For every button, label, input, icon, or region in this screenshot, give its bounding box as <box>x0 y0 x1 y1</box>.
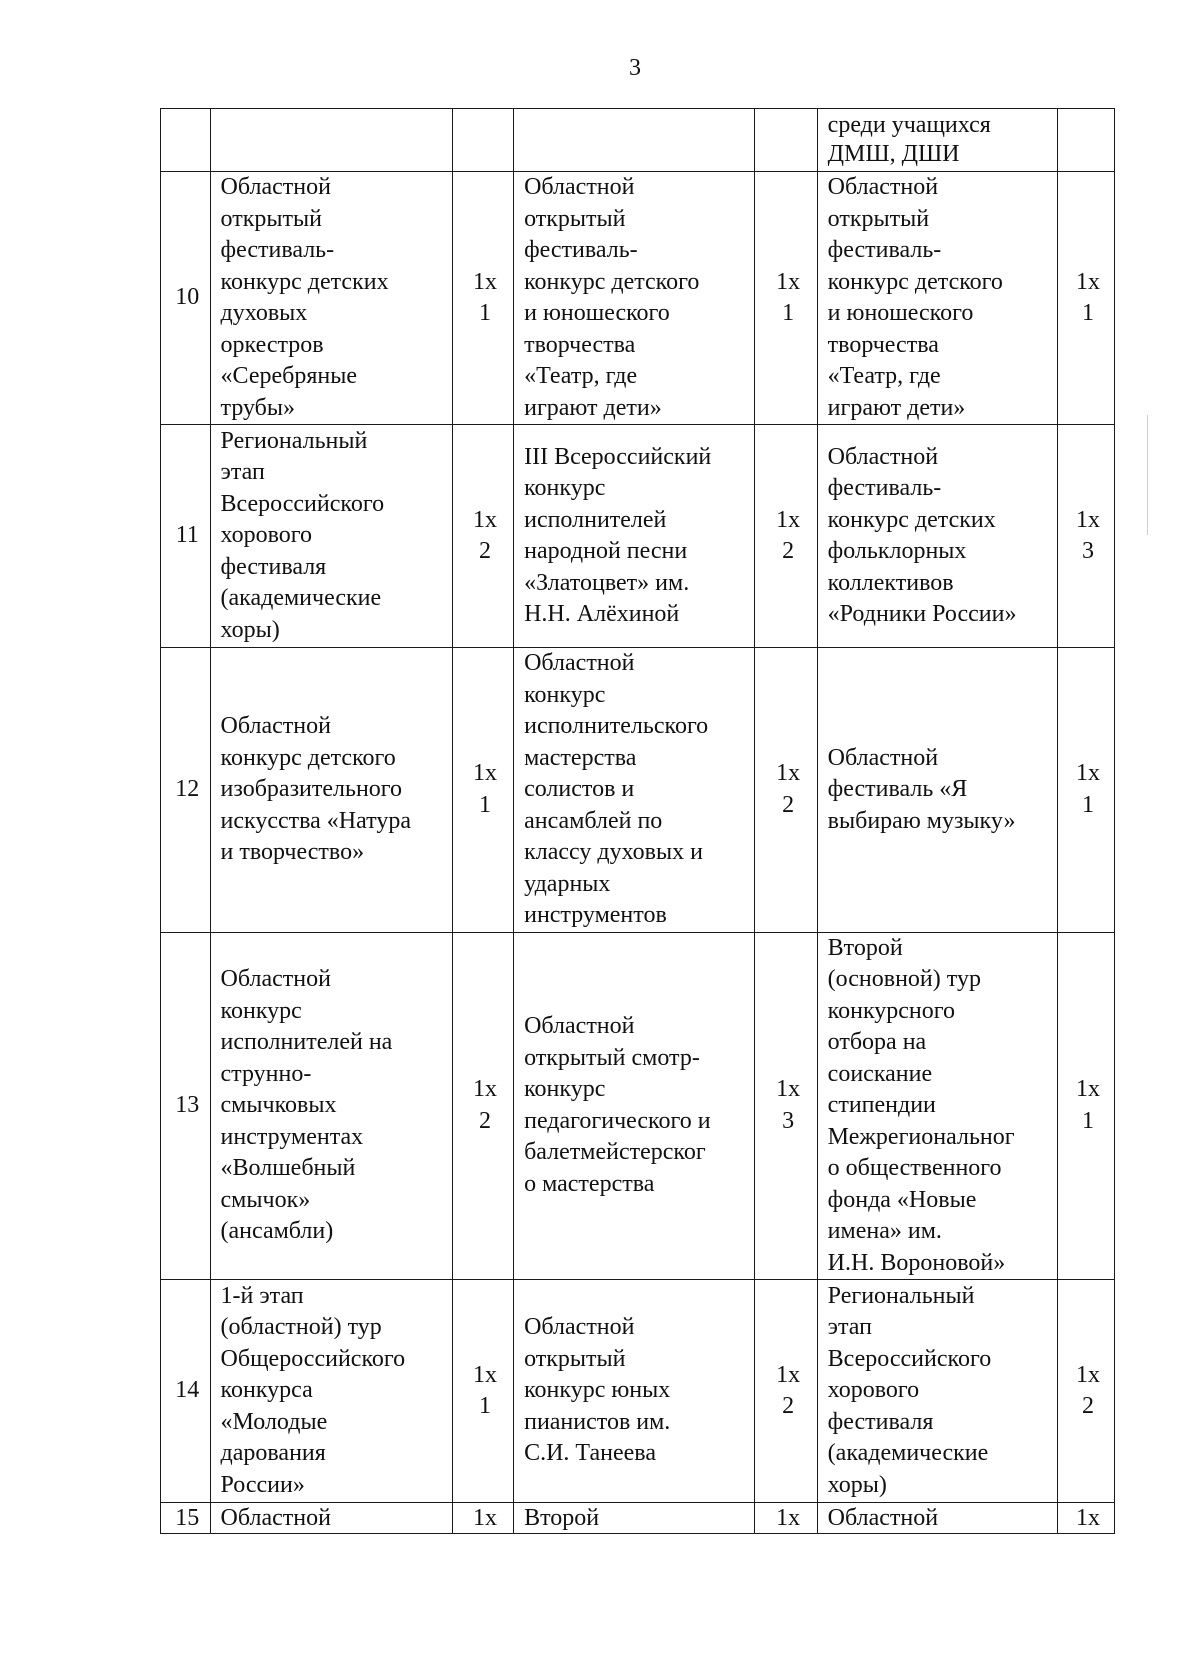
scan-margin-mark <box>1147 415 1148 535</box>
page-number: 3 <box>629 55 641 81</box>
competitions-table <box>160 108 1115 1534</box>
competition-name-cell: Региональный этап Всероссийского хорового фестиваля (академические хоры) <box>210 425 452 648</box>
competition-name-cell: среди учащихся ДМШ, ДШИ <box>817 109 1057 172</box>
competition-name-cell: Областной фестиваль- конкурс детских фольклорных коллективов «Родники России» <box>817 425 1057 648</box>
count-cell: 1х 2 <box>1058 1280 1115 1503</box>
count-cell: 1х 1 <box>1058 648 1115 933</box>
count-cell: 1х <box>452 1503 513 1534</box>
count-cell: 1х 2 <box>755 425 817 648</box>
count-cell: 1х 1 <box>452 1280 513 1503</box>
table-row <box>161 1280 1115 1503</box>
count-cell: 1х 3 <box>755 932 817 1280</box>
count-cell: 1х 2 <box>755 1280 817 1503</box>
competition-name-cell: Областной открытый смотр- конкурс педагогического и балетмейстерског о мастерства <box>514 932 755 1280</box>
competition-name-cell: Областной открытый фестиваль- конкурс детского и юношеского творчества «Театр, где играют дети» <box>817 172 1057 425</box>
competition-name-cell: 1-й этап (областной) тур Общероссийского конкурса «Молодые дарования России» <box>210 1280 452 1503</box>
competition-name-cell: Областной открытый фестиваль- конкурс детских духовых оркестров «Серебряные трубы» <box>210 172 452 425</box>
table-row <box>161 109 1115 172</box>
row-number-cell: 12 <box>161 648 211 933</box>
competition-name-cell <box>514 109 755 172</box>
count-cell: 1х 1 <box>452 648 513 933</box>
count-cell: 1х 2 <box>452 932 513 1280</box>
row-number-cell: 14 <box>161 1280 211 1503</box>
competition-name-cell: Областной <box>210 1503 452 1534</box>
competition-name-cell: Второй (основной) тур конкурсного отбора на соискание стипендии Межрегиональног о общественного фонда «Новые имена» им. И.Н. Вороновой» <box>817 932 1057 1280</box>
competition-name-cell <box>210 109 452 172</box>
count-cell: 1х 1 <box>1058 932 1115 1280</box>
count-cell: 1х <box>755 1503 817 1534</box>
competition-name-cell: Областной фестиваль «Я выбираю музыку» <box>817 648 1057 933</box>
competition-name-cell: Областной конкурс исполнителей на струнно- смычковых инструментах «Волшебный смычок» (ансамбли) <box>210 932 452 1280</box>
count-cell: 1х 2 <box>755 648 817 933</box>
competition-name-cell: Областной <box>817 1503 1057 1534</box>
competition-name-cell: Областной открытый конкурс юных пианистов им. С.И. Танеева <box>514 1280 755 1503</box>
table-row <box>161 1503 1115 1534</box>
count-cell: 1х <box>1058 1503 1115 1534</box>
competition-name-cell: Областной конкурс исполнительского мастерства солистов и ансамблей по классу духовых и ударных инструментов <box>514 648 755 933</box>
row-number-cell <box>161 109 211 172</box>
table-row <box>161 648 1115 933</box>
count-cell: 1х 3 <box>1058 425 1115 648</box>
row-number-cell: 11 <box>161 425 211 648</box>
row-number-cell: 15 <box>161 1503 211 1534</box>
row-number-cell: 13 <box>161 932 211 1280</box>
table-row <box>161 425 1115 648</box>
count-cell <box>755 109 817 172</box>
competition-name-cell: III Всероссийский конкурс исполнителей народной песни «Златоцвет» им. Н.Н. Алёхиной <box>514 425 755 648</box>
competition-name-cell: Областной конкурс детского изобразительного искусства «Натура и творчество» <box>210 648 452 933</box>
count-cell <box>1058 109 1115 172</box>
table-row <box>161 172 1115 425</box>
count-cell: 1х 1 <box>452 172 513 425</box>
row-number-cell: 10 <box>161 172 211 425</box>
count-cell: 1х 1 <box>755 172 817 425</box>
competition-name-cell: Региональный этап Всероссийского хорового фестиваля (академические хоры) <box>817 1280 1057 1503</box>
count-cell <box>452 109 513 172</box>
count-cell: 1х 1 <box>1058 172 1115 425</box>
count-cell: 1х 2 <box>452 425 513 648</box>
competition-name-cell: Второй <box>514 1503 755 1534</box>
competition-name-cell: Областной открытый фестиваль- конкурс детского и юношеского творчества «Театр, где играют дети» <box>514 172 755 425</box>
table-row <box>161 932 1115 1280</box>
